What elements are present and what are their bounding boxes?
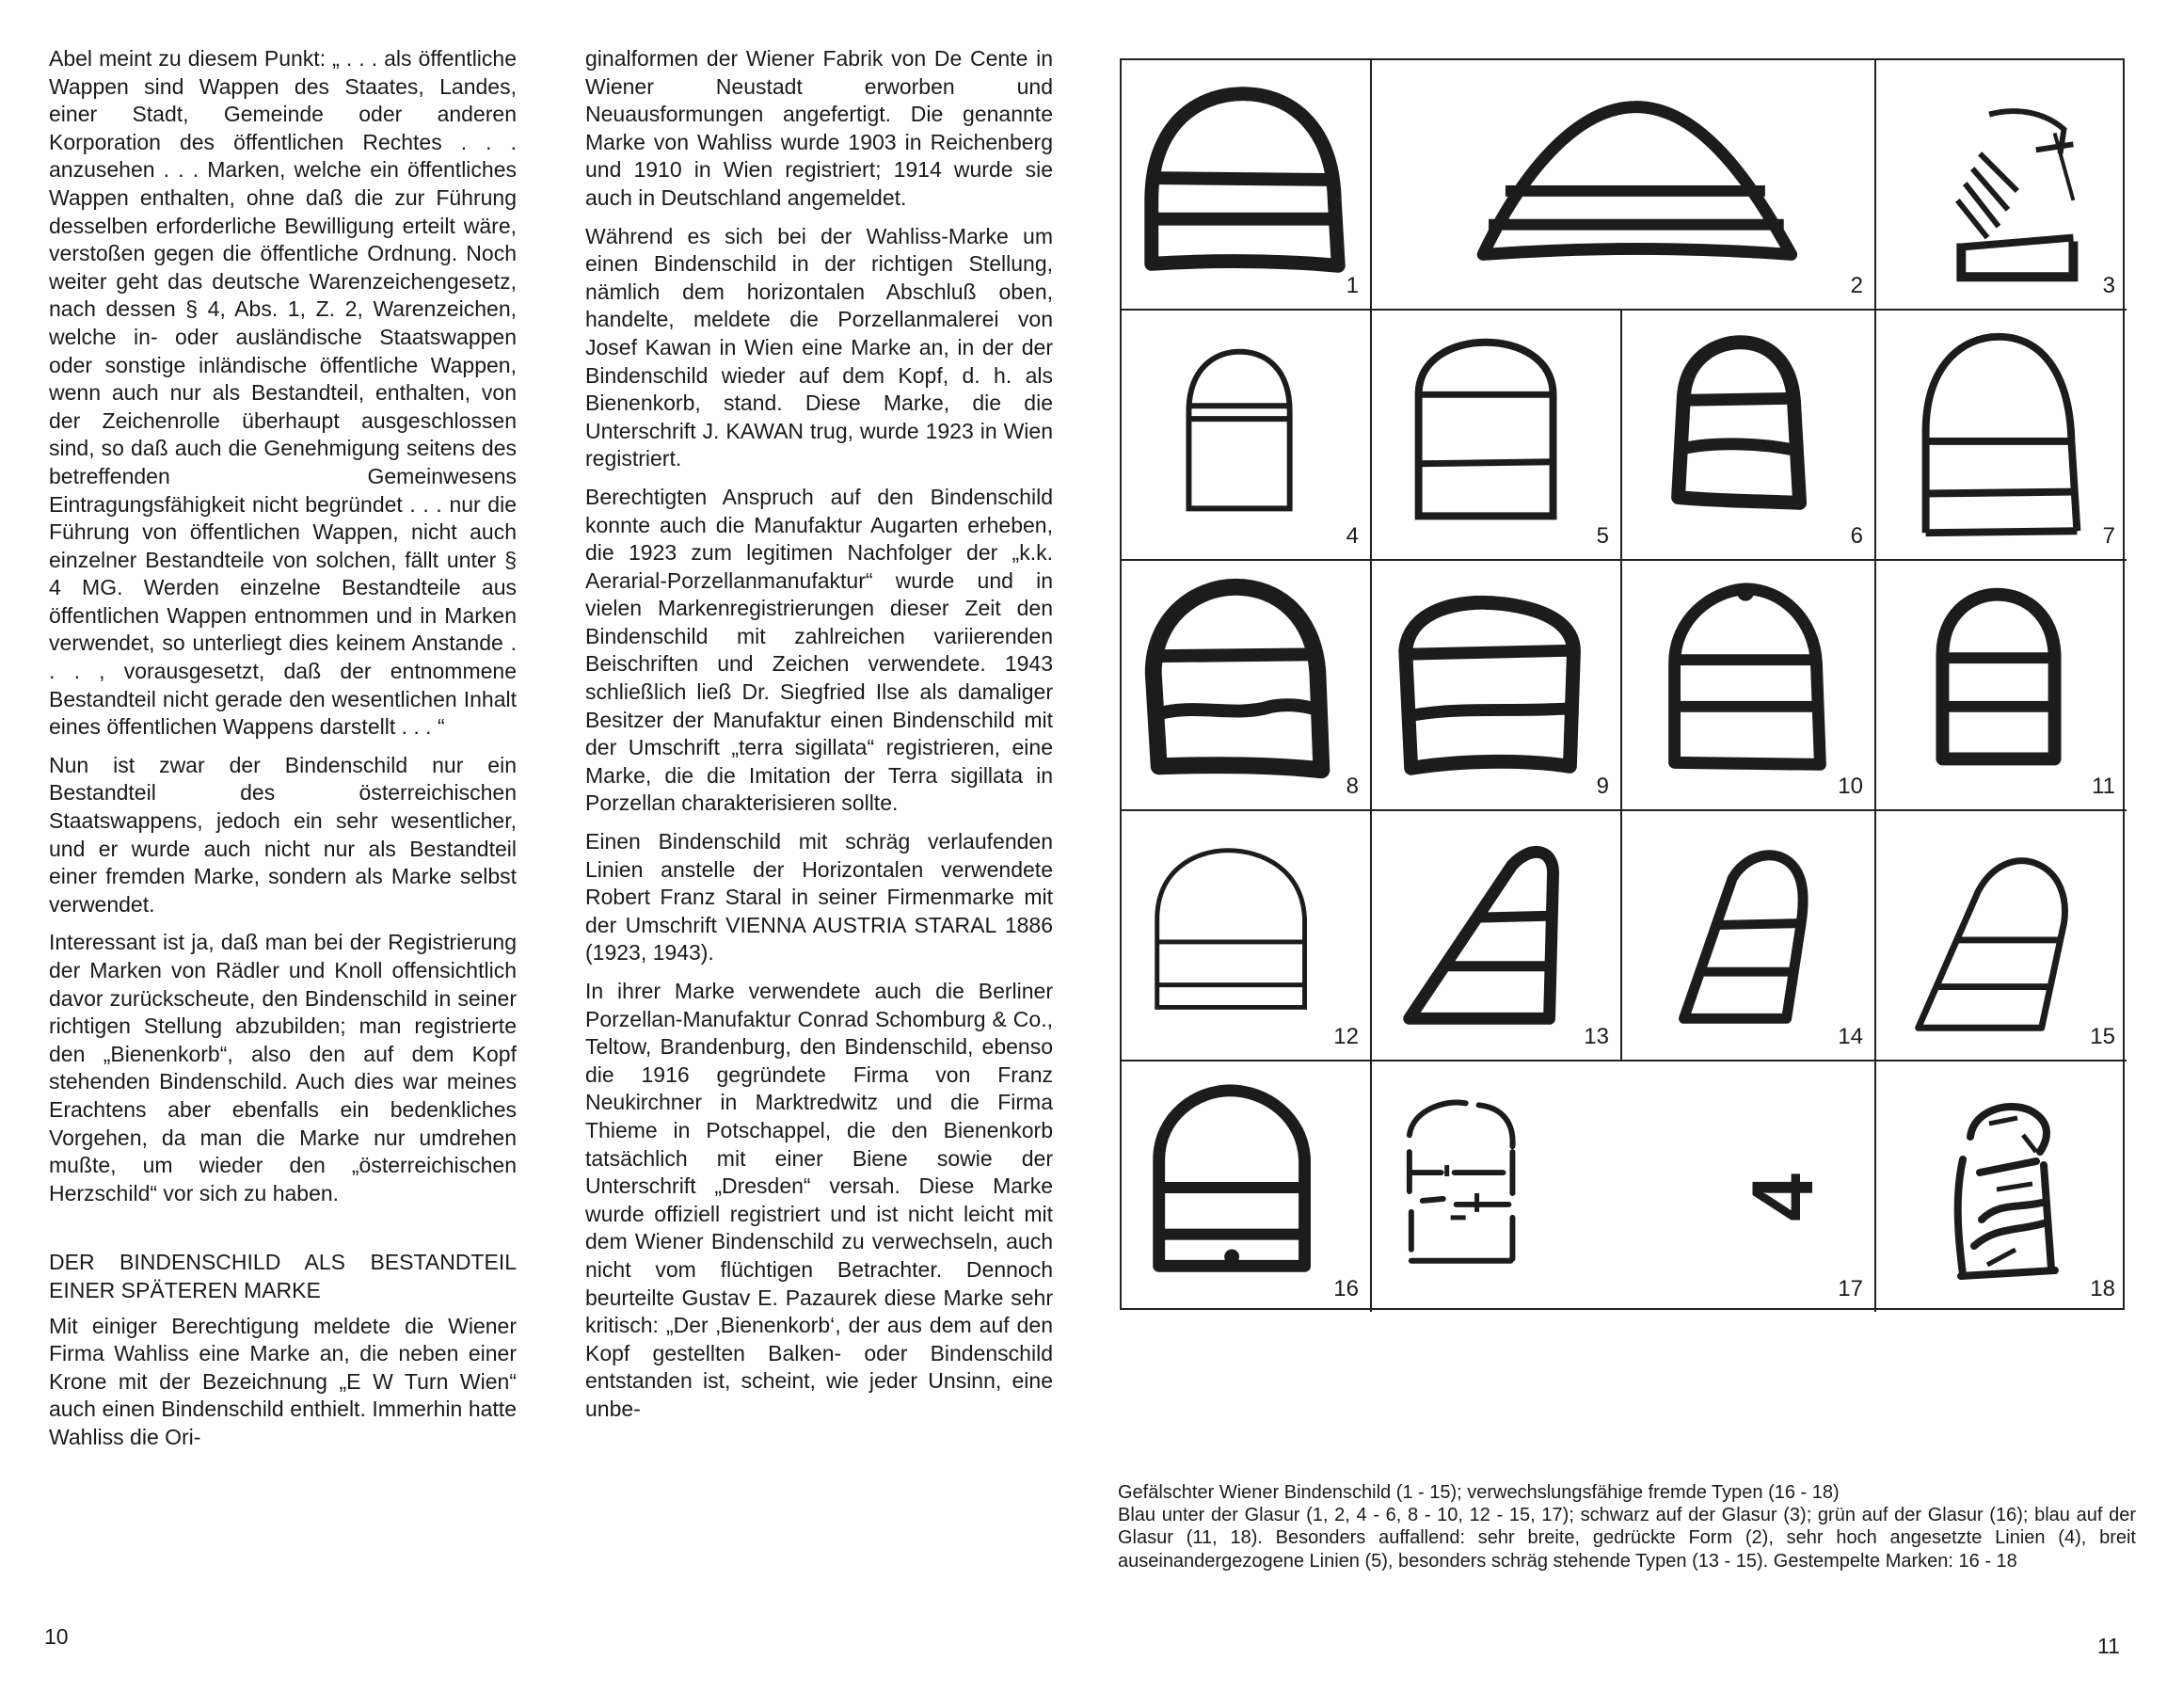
paragraph: Während es sich bei der Wahliss-Marke um einen Bindenschild in der richtigen Stellung, nämlich dem horizontalen Abschluß oben, handelte, meldete die Porzellanmalerei von Josef Kawan in Wien eine Marke an, in der der Bindenschild wieder auf dem Kopf, d. h. als Bienenkorb, stand. Diese Marke, die die Unterschrift J. KAWAN trug, wurde 1923 in Wien registriert. [585,223,1053,471]
mark-cell-16 [1122,1062,1372,1312]
shield-mark-icon [1372,311,1620,559]
mark-number: 18 [2090,1276,2115,1301]
shield-mark-icon [1876,811,2127,1060]
shield-mark-icon [1876,561,2127,809]
paragraph: Interessant ist ja, daß man bei der Registrierung der Marken von Rädler und Knoll offensichtlich davor zurückscheute, den Bindenschild in seiner richtigen Stellung abzubilden; man registrierte den „Bienenkorb“, also den auf dem Kopf stehenden Bindenschild. Auch dies war meines Erachtens aber ebenfalls ein bedenkliches Vorgehen, da man die Marke nur umdrehen mußte, um wieder den „österreichischen Herzschild“ vor sich zu haben. [49,930,517,1205]
shield-mark-icon [1622,811,1874,1060]
mark-17-glyph: 4 [1735,1173,1832,1221]
shield-mark-icon [1122,561,1370,809]
shield-mark-icon [1122,811,1370,1060]
left-column-2 [585,45,1053,1434]
section-heading: DER BINDENSCHILD ALS BESTANDTEIL EINER SPÄTEREN MARKE [49,1250,517,1302]
mark-number: 6 [1850,523,1863,549]
paragraph: Mit einiger Berechtigung meldete die Wiener Firma Wahliss eine Marke an, die neben einer Krone mit der Bezeichnung „E W Turn Wien“ auch einen Bindenschild enthielt. Immerhin hatte Wahliss die Ori- [49,1313,517,1449]
shield-mark-icon [1622,311,1874,559]
mark-number: 7 [2102,523,2115,549]
mark-cell-4 [1122,311,1372,561]
shield-mark-icon [1372,811,1620,1060]
mark-cell-8 [1122,561,1372,811]
mark-cell-13 [1372,811,1622,1062]
mark-number: 5 [1596,523,1609,549]
paragraph: Berechtigten Anspruch auf den Bindenschild konnte auch die Manufaktur Augarten erheben, die 1923 zum legitimen Nachfolger der „k.k. Aerarial-Porzellanmanufaktur“ wurde und in vielen Markenregistrierungen dieser Zeit den Bindenschild mit zahlreichen variierenden Beischriften und Zeichen verwendete. 1943 schließlich ließ Dr. Siegfried Ilse als damaliger Besitzer der Manufaktur einen Bindenschild mit der Umschrift „terra sigillata“ registrieren, eine Marke, die die Imitation der Terra sigillata in Porzellan charakterisieren sollte. [585,484,1053,816]
shield-mark-icon [1122,311,1370,559]
mark-number: 10 [1838,774,1863,799]
mark-cell-7 [1876,311,2127,561]
mark-number: 8 [1346,774,1359,799]
figure-caption [1118,1481,2136,1572]
shield-mark-icon [1122,60,1370,309]
mark-cell-6 [1622,311,1876,561]
shield-mark-icon [1372,561,1620,809]
shield-mark-icon [1876,311,2127,559]
shield-mark-icon [1876,60,2127,309]
shield-mark-icon [1122,1062,1370,1312]
shield-mark-icon [1372,60,1874,309]
mark-number: 4 [1346,523,1359,549]
mark-cell-12 [1122,811,1372,1062]
mark-number: 14 [1838,1024,1863,1049]
mark-number: 12 [1333,1024,1359,1049]
page-number-right: 11 [2097,1634,2120,1658]
paragraph: ginalformen der Wiener Fabrik von De Cente in Wiener Neustadt erworben und Neuausformungen angefertigt. Die genannte Marke von Wahliss wurde 1903 in Reichenberg und 1910 in Wien registriert; 1914 wurde sie auch in Deutschland angemeldet. [585,46,1053,210]
shield-mark-icon [1876,1062,2127,1312]
shield-mark-icon [1622,561,1874,809]
mark-cell-17 [1372,1062,1876,1312]
shield-mark-icon [1372,1062,1874,1312]
paragraph: In ihrer Marke verwendete auch die Berliner Porzellan-Manufaktur Conrad Schomburg & Co., Teltow, Brandenburg, den Bindenschild, ebenso die 1916 gegründete Firma von Franz Neukirchner in Marktredwitz und die Firma Thieme in Potschappel, die den Bienenkorb tatsächlich mit einer Biene sowie der Unterschrift „Dresden“ versah. Diese Marke wurde offiziell registriert und ist nicht leicht mit dem Wiener Bindenschild zu verwechseln, auch nicht vom flüchtigen Betrachter. Dennoch beurteilte Gustav E. Pazaurek diese Marke sehr kritisch: „Der ‚Bienenkorb‘, der aus dem auf den Kopf gestellten Balken- oder Bindenschild entstanden ist, scheint, wie jeder Unsinn, eine unbe- [585,979,1053,1421]
mark-number: 2 [1850,273,1863,298]
page-number-left: 10 [44,1624,69,1649]
paragraph: Nun ist zwar der Bindenschild nur ein Bestandteil des österreichischen Staatswappens, jedoch ein sehr wesentlicher, und er wurde auch nicht nur als Bestandteil einer fremden Marke, sondern als Marke selbst verwendet. [49,752,517,917]
mark-cell-18 [1876,1062,2127,1312]
mark-number: 1 [1346,273,1359,298]
mark-cell-5 [1372,311,1622,561]
mark-number: 3 [2102,273,2115,298]
mark-cell-3 [1876,60,2127,311]
left-column-1 [49,45,517,1462]
mark-cell-14 [1622,811,1876,1062]
mark-number: 15 [2090,1024,2115,1049]
mark-cell-2 [1372,60,1876,311]
mark-cell-1 [1122,60,1372,311]
mark-number: 17 [1838,1276,1863,1301]
mark-number: 13 [1584,1024,1609,1049]
mark-cell-11 [1876,561,2127,811]
mark-number: 16 [1333,1276,1359,1301]
caption-line: Gefälschter Wiener Bindenschild (1 - 15); verwechslungsfähige fremde Typen (16 - 18) [1118,1482,1840,1503]
marks-figure [1120,58,2125,1310]
paragraph: Abel meint zu diesem Punkt: „ . . . als öffentliche Wappen sind Wappen des Staates, Landes, einer Stadt, Gemeinde oder anderen Korporation des öffentlichen Rechtes . . . anzusehen . . . Marken, welche ein öffentliches Wappen enthalten, ohne daß die zur Führung desselben erforderliche Bewilligung erteilt wäre, verstoßen gegen die öffentliche Ordnung. Noch weiter geht das deutsche Warenzeichengesetz, nach dessen § 4, Abs. 1, Z. 2, Warenzeichen, welche in- oder ausländische Staatswappen oder sonstige inländische öffentliche Wappen, wenn auch nur als Bestandteil, enthalten, von der Zeichenrolle überhaupt ausgeschlossen sind, so daß auch die Genehmigung seitens des betreffenden Gemeinwesens Eintragungsfähigkeit nicht begründet . . . nur die Führung von öffentlichen Wappen, nicht auch einzelner Bestandteile von solchen, fällt unter § 4 MG. Werden einzelne Bestandteile aus öffentlichen Wappen entnommen und in Marken verwendet, so unterliegt dies keinem Anstande . . . , vorausgesetzt, daß der entnommene Bestandteil nicht gerade den wesentlichen Inhalt eines öffentlichen Wappens darstellt . . . “ [49,46,517,740]
mark-cell-9 [1372,561,1622,811]
mark-cell-15 [1876,811,2127,1062]
caption-line: Blau unter der Glasur (1, 2, 4 - 6, 8 - 10, 12 - 15, 17); schwarz auf der Glasur (3); grün auf der Glasur (16); blau auf der Glasur (11, 18). Besonders auffallend: sehr breite, gedrückte Form (2), sehr hoch angesetzte Linien (4), breit auseinandergezogene Linien (5), besonders schräg stehende Typen (13 - 15). Gestempelte Marken: 16 - 18 [1118,1505,2136,1572]
paragraph: Einen Bindenschild mit schräg verlaufenden Linien anstelle der Horizontalen verwendete Robert Franz Staral in seiner Firmenmarke mit der Umschrift VIENNA AUSTRIA STARAL 1886 (1923, 1943). [585,829,1053,966]
mark-number: 9 [1596,774,1609,799]
mark-cell-10 [1622,561,1876,811]
mark-number: 11 [2092,774,2115,799]
